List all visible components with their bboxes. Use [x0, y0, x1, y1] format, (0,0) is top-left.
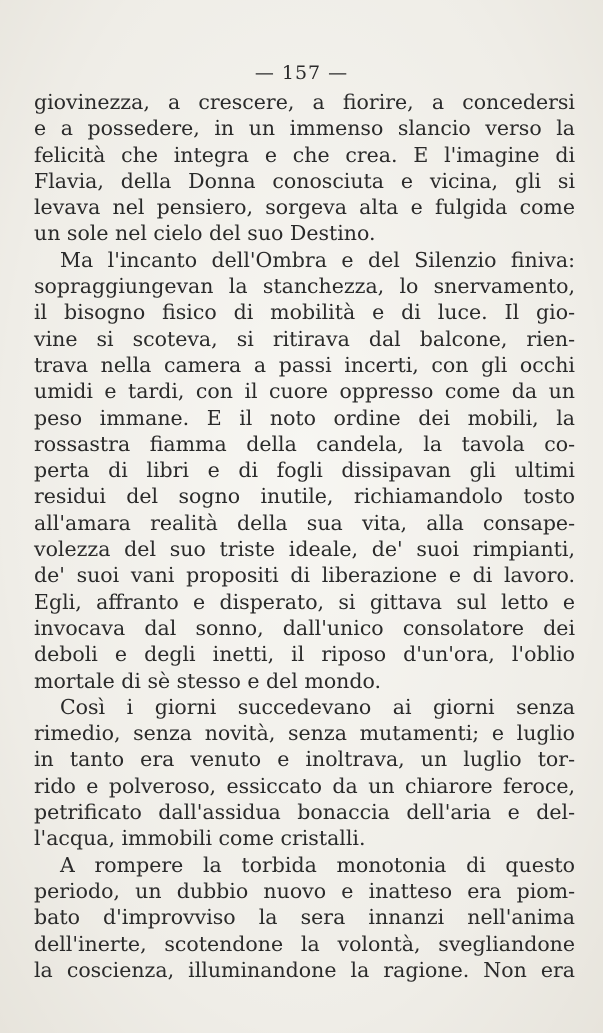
text-line: de' suoi vani propositi di liberazione e di lavoro. [34, 563, 575, 588]
text-line: volezza del suo triste ideale, de' suoi rimpianti, [34, 537, 575, 562]
text-line: rossastra fiamma della candela, la tavola co- [34, 431, 575, 456]
text-line: deboli e degli inetti, il riposo d'un'ora, l'oblio [34, 642, 575, 667]
text-line: vine si scoteva, si ritirava dal balcone, rien- [34, 326, 575, 351]
text-line: Così i giorni succedevano ai giorni senza [60, 694, 575, 719]
text-line: all'amara realità della sua vita, alla consape- [34, 510, 575, 535]
text-line: rido e polveroso, essiccato da un chiarore feroce, [34, 773, 575, 798]
text-line: periodo, un dubbio nuovo e inatteso era piom- [34, 878, 575, 903]
text-line: dell'inerte, scotendone la volontà, svegliandone [34, 931, 575, 956]
text-line: giovinezza, a crescere, a fiorire, a concedersi [34, 90, 575, 114]
text-line: in tanto era venuto e inoltrava, un luglio tor- [34, 747, 575, 772]
text-line: umidi e tardi, con il cuore oppresso come da un [34, 379, 575, 404]
text-line: sopraggiungevan la stanchezza, lo snervamento, [34, 274, 575, 299]
text-line: l'acqua, immobili come cristalli. [34, 826, 366, 851]
text-line: rimedio, senza novità, senza mutamenti; e luglio [34, 721, 575, 746]
text-line: residui del sogno inutile, richiamandolo tosto [34, 484, 575, 509]
text-line: il bisogno fisico di mobilità e di luce. Il gio- [34, 300, 575, 325]
text-line: un sole nel cielo del suo Destino. [34, 221, 376, 246]
text-line: peso immane. E il noto ordine dei mobili, la [34, 405, 575, 430]
paragraph-1 [34, 89, 575, 247]
text-line: mortale di sè stesso e del mondo. [34, 668, 381, 693]
text-line: levava nel pensiero, sorgeva alta e fulgida come [34, 195, 575, 220]
paragraph-3 [34, 694, 575, 852]
paragraph-2 [34, 247, 575, 694]
text-line: bato d'improvviso la sera innanzi nell'anima [34, 905, 575, 930]
text-line: Ma l'incanto dell'Ombra e del Silenzio finiva: [60, 247, 575, 272]
text-line: Flavia, della Donna conosciuta e vicina, gli si [34, 168, 575, 193]
paragraph-4 [34, 852, 575, 983]
text-line: invocava dal sonno, dall'unico consolatore dei [34, 615, 575, 640]
text-line: perta di libri e di fogli dissipavan gli ultimi [34, 458, 575, 483]
text-line: trava nella camera a passi incerti, con gli occhi [34, 352, 575, 377]
text-line: felicità che integra e che crea. E l'imagine di [34, 142, 575, 167]
body-text [34, 89, 575, 983]
text-line: petrificato dall'assidua bonaccia dell'aria e del- [34, 800, 575, 825]
page-number: — 157 — [254, 62, 349, 84]
text-line: Egli, affranto e disperato, si gittava sul letto e [34, 589, 575, 614]
text-line: A rompere la torbida monotonia di questo [60, 852, 575, 877]
text-line: e a possedere, in un immenso slancio verso la [34, 116, 575, 141]
text-line: la coscienza, illuminandone la ragione. Non era [34, 957, 575, 982]
